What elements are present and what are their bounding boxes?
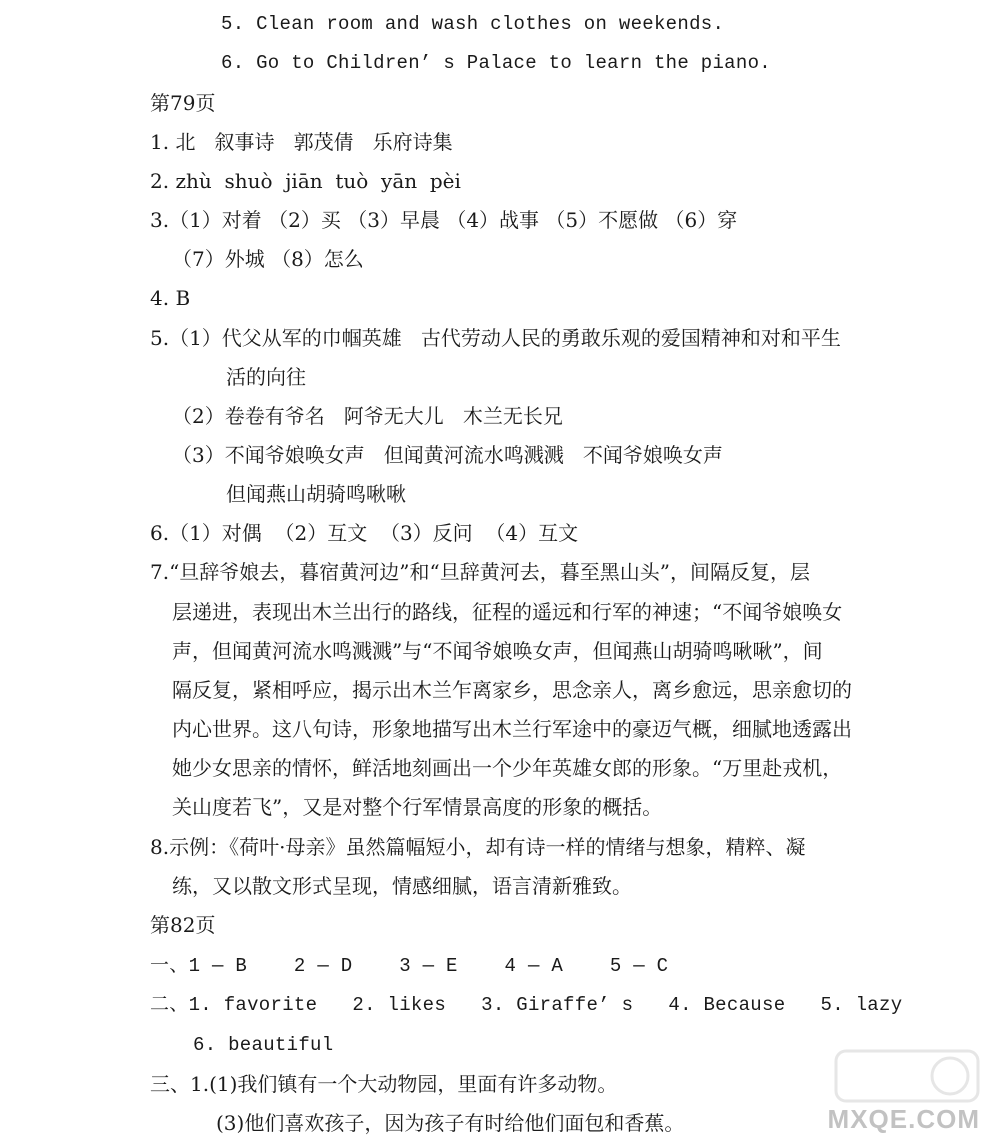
text-line: 3.（1）对着 （2）买 （3）早晨 （4）战事 （5）不愿做 （6）穿 [150,208,738,232]
text-line: 7.“旦辞爷娘去，暮宿黄河边”和“旦辞黄河去，暮至黑山头”，间隔反复，层 [150,560,810,584]
text-line: 隔反复，紧相呼应，揭示出木兰乍离家乡，思念亲人，离乡愈远，思亲愈切的 [172,678,852,702]
text-line: （7）外城 （8）怎么 [172,247,364,271]
page-heading: 第79页 [150,91,216,115]
text-line: 6. beautiful [193,1034,334,1056]
text-line: 她少女思亲的情怀，鲜活地刻画出一个少年英雄女郎的形象。“万里赴戎机， [172,756,843,780]
text-line: 层递进，表现出木兰出行的路线，征程的遥远和行军的神速；“不闻爷娘唤女 [172,600,843,624]
text-line: 6.（1）对偶 （2）互文 （3）反问 （4）互文 [150,521,579,545]
page-heading: 第82页 [150,913,216,937]
text-line: （2）卷卷有爷名 阿爷无大儿 木兰无长兄 [172,404,563,428]
text-line: (3)他们喜欢孩子，因为孩子有时给他们面包和香蕉。 [216,1111,685,1135]
text-line: 一、1 — B 2 — D 3 — E 4 — A 5 — C [150,955,669,977]
text-line: 三、1.(1)我们镇有一个大动物园，里面有许多动物。 [150,1072,618,1096]
text-line: 关山度若飞”，又是对整个行军情景高度的形象的概括。 [172,795,663,819]
watermark-text: MXQE.COM [827,1104,980,1134]
text-line: 6. Go to Children’ s Palace to learn the piano. [221,52,771,74]
text-line: 2. zhù shuò jiān tuò yān pèi [150,169,461,193]
text-line: 内心世界。这八句诗，形象地描写出木兰行军途中的豪迈气概，细腻地透露出 [172,717,852,741]
text-line: （3）不闻爷娘唤女声 但闻黄河流水鸣溅溅 不闻爷娘唤女声 [172,443,723,467]
text-line: 4. B [150,286,191,310]
text-line: 声，但闻黄河流水鸣溅溅”与“不闻爷娘唤女声，但闻燕山胡骑鸣啾啾”，间 [172,639,823,663]
text-line: 练，又以散文形式呈现，情感细腻，语言清新雅致。 [172,874,632,898]
text-line: 1. 北 叙事诗 郭茂倩 乐府诗集 [150,130,453,154]
text-line: 8.示例：《荷叶·母亲》虽然篇幅短小，却有诗一样的情绪与想象，精粹、凝 [150,835,806,859]
text-line: 5. Clean room and wash clothes on weekends. [221,13,725,35]
text-line: 二、1. favorite 2. likes 3. Giraffe’ s 4. Because 5. lazy [150,994,903,1016]
text-line: 但闻燕山胡骑鸣啾啾 [226,482,406,506]
text-line: 5.（1）代父从军的巾帼英雄 古代劳动人民的勇敢乐观的爱国精神和对和平生 [150,326,841,350]
text-line: 活的向往 [226,365,306,389]
